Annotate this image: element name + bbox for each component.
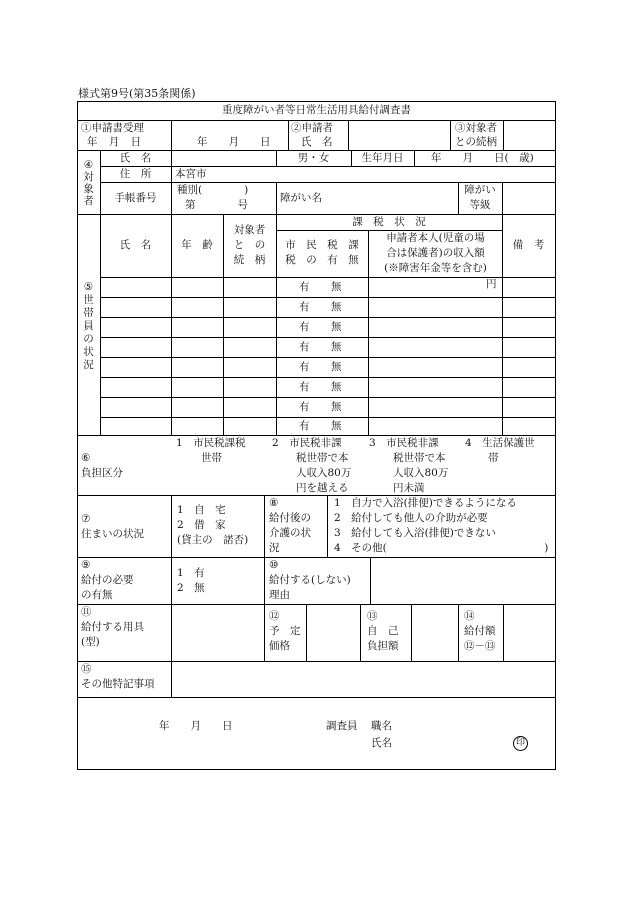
rule (327, 495, 328, 557)
rule (77, 697, 556, 698)
rule (100, 397, 556, 398)
benefit-amount-label-1: 給付額 (464, 625, 496, 637)
rule (77, 214, 556, 215)
rule (458, 604, 459, 661)
tax-no: 無 (331, 361, 342, 373)
rule (171, 661, 172, 697)
investigator-name-label: 氏名 (371, 737, 392, 749)
target-person-side-2: 象 (83, 183, 94, 195)
form-number: 様式第9号(第35条関係) (78, 87, 196, 100)
member-relationship-header-0: 対象者 (233, 224, 266, 236)
tax-no: 無 (331, 420, 342, 432)
seal-mark: 印 (513, 736, 528, 751)
disability-grade-label: 障がい (464, 184, 496, 196)
burden-opt1-line2: 世帯 (201, 452, 222, 464)
income-header-0: 申請者本人(児童の場 (386, 232, 485, 244)
member-relationship-header-2: 続 柄 (233, 254, 266, 266)
reason-label-1: 給付する(しない) (269, 574, 351, 586)
planned-price-number: ⑫ (269, 610, 280, 622)
reason-label-2: 理由 (269, 589, 290, 601)
planned-price-label-2: 価格 (269, 640, 290, 652)
rule (555, 101, 556, 770)
equipment-label-2: (型) (81, 636, 100, 648)
position-label: 職名 (371, 720, 392, 732)
benefit-amount-label-2: ⑫－⑬ (464, 640, 496, 652)
member-age-header: 年 齢 (181, 239, 213, 251)
housing-label: 住まいの状況 (81, 528, 144, 540)
care-status-label-3: 況 (269, 542, 280, 554)
care-option-2: 2 給付しても他人の介助が必要 (334, 512, 488, 524)
tax-no: 無 (331, 341, 342, 353)
tax-yes: 有 (299, 301, 310, 313)
rule (171, 120, 172, 150)
burden-opt1-line1: 1 市民税課税 (176, 437, 246, 449)
burden-opt3-line3: 人収入80万 (393, 467, 449, 479)
handbook-type: 種別( ) (177, 184, 249, 196)
household-side-6: 況 (83, 359, 94, 371)
rule (276, 230, 502, 231)
tax-yes: 有 (299, 361, 310, 373)
household-side-5: 状 (83, 346, 94, 358)
rule (100, 166, 556, 167)
burden-opt2-line4: 円を越える (296, 482, 349, 494)
tax-no: 無 (331, 401, 342, 413)
tax-yes: 有 (299, 341, 310, 353)
burden-category-number: ⑥ (81, 452, 91, 464)
address-value: 本宮市 (175, 168, 207, 180)
member-name-header: 氏 名 (119, 239, 152, 251)
rule (171, 150, 172, 214)
applicant-label: ②申請者 (291, 122, 333, 134)
rule (503, 604, 504, 661)
equipment-number: ⑪ (81, 606, 92, 618)
household-side-4: の (83, 333, 94, 345)
rule (100, 417, 556, 418)
rule (100, 337, 556, 338)
burden-opt3-line1: 3 市民税非課 (369, 437, 439, 449)
housing-option-landlord: (貸主の 諾否) (177, 534, 249, 546)
rule (100, 377, 556, 378)
rule (368, 230, 369, 435)
rule (264, 604, 265, 661)
tax-yes: 有 (299, 281, 310, 293)
tax-yes: 有 (299, 420, 310, 432)
self-pay-label-2: 負担額 (367, 640, 399, 652)
rule (411, 604, 412, 661)
income-header-1: 合は保護者)の収入額 (386, 247, 485, 259)
burden-opt3-line4: 円未満 (393, 482, 425, 494)
necessity-option-yes: 1 有 (177, 567, 205, 579)
income-header-2: (※障害年金等を含む) (384, 262, 487, 274)
survey-date: 年 月 日 (159, 720, 233, 732)
target-person-side-3: 者 (83, 195, 94, 207)
yen-unit: 円 (486, 278, 497, 290)
care-option-4: 4 その他( ) (334, 542, 549, 554)
rule (100, 357, 556, 358)
rule (171, 557, 172, 604)
tax-no: 無 (331, 301, 342, 313)
rule (288, 120, 289, 150)
dob-label: 生年月日 (361, 152, 404, 164)
necessity-option-no: 2 無 (177, 582, 205, 594)
household-side-2: 帯 (83, 307, 94, 319)
housing-option-rent: 2 借 家 (177, 519, 226, 531)
disability-name-label: 障がい名 (280, 192, 322, 204)
disability-grade-sublabel: 等級 (469, 199, 491, 211)
address-label: 住 所 (119, 168, 152, 180)
rule (276, 182, 277, 214)
other-notes-label: その他特記事項 (81, 678, 155, 690)
name-label: 氏 名 (119, 152, 152, 164)
rule (77, 661, 556, 662)
housing-option-own: 1 自 宅 (177, 504, 226, 516)
tax-no: 無 (331, 381, 342, 393)
benefit-amount-number: ⑭ (464, 610, 475, 622)
rule (100, 317, 556, 318)
applicant-sublabel: 氏 名 (301, 136, 333, 148)
receipt-date-label: ①申請書受理 (81, 122, 144, 134)
rule (77, 769, 556, 770)
member-relationship-header-1: と の (233, 239, 266, 251)
burden-opt4-line1: 4 生活保護世 (465, 437, 535, 449)
tax-yes: 有 (299, 401, 310, 413)
rule (348, 120, 349, 150)
care-status-label-1: 給付後の (269, 512, 311, 524)
burden-opt3-line2: 税世帯で本 (393, 452, 446, 464)
burden-opt2-line1: 2 市民税非課 (272, 437, 342, 449)
rule (503, 120, 504, 150)
burden-opt4-line2: 帯 (488, 452, 499, 464)
tax-no: 無 (331, 281, 342, 293)
planned-price-label-1: 予 定 (269, 625, 301, 637)
reason-number: ⑩ (269, 559, 279, 571)
receipt-date-value: 年 月 日 (197, 136, 271, 148)
rule (264, 495, 265, 557)
rule (171, 495, 172, 557)
necessity-number: ⑨ (81, 559, 91, 571)
rule (100, 297, 556, 298)
household-side-1: 世 (83, 294, 94, 306)
rule (360, 604, 361, 661)
household-side-0: ⑤ (83, 281, 94, 293)
rule (77, 150, 556, 151)
care-option-3: 3 給付しても入浴(排便)できない (334, 527, 496, 539)
remarks-header: 備 考 (512, 239, 545, 251)
rule (502, 182, 503, 214)
dob-value: 年 月 日( 歳) (431, 152, 534, 164)
other-notes-number: ⑮ (81, 663, 92, 675)
rule (450, 120, 451, 150)
rule (306, 604, 307, 661)
municipal-tax-header-0: 市 民 税 課 (285, 239, 359, 251)
rule (171, 604, 172, 661)
rule (100, 182, 556, 183)
housing-number: ⑦ (81, 513, 91, 525)
care-option-1: 1 自力で入浴(排便)できるようになる (334, 497, 517, 509)
rule (414, 150, 415, 166)
self-pay-label-1: 自 己 (367, 625, 399, 637)
rule (264, 557, 265, 604)
care-status-label-2: 介護の状 (269, 527, 311, 539)
tax-no: 無 (331, 321, 342, 333)
equipment-label-1: 給付する用具 (81, 621, 144, 633)
target-person-side-0: ④ (83, 159, 94, 171)
gender-field: 男・女 (297, 152, 330, 164)
handbook-number: 第 号 (185, 199, 248, 211)
handbook-number-label: 手帳番号 (114, 192, 157, 204)
receipt-date-sublabel: 年 月 日 (87, 136, 142, 148)
tax-status-header: 課 税 状 況 (352, 216, 426, 228)
care-status-number: ⑧ (269, 497, 279, 509)
rule (77, 435, 556, 436)
burden-category-label: 負担区分 (81, 467, 123, 479)
municipal-tax-header-1: 税 の 有 無 (285, 254, 359, 266)
burden-opt2-line3: 人収入80万 (296, 467, 352, 479)
self-pay-number: ⑬ (367, 610, 378, 622)
survey-form (77, 101, 556, 770)
tax-yes: 有 (299, 381, 310, 393)
investigator-label: 調査員 (326, 720, 358, 732)
relationship-sublabel: との続柄 (455, 136, 497, 148)
necessity-label-1: 給付の必要 (81, 574, 134, 586)
tax-yes: 有 (299, 321, 310, 333)
necessity-label-2: の有無 (81, 589, 113, 601)
relationship-label: ③対象者 (455, 122, 497, 134)
rule (77, 101, 556, 102)
rule (77, 120, 556, 121)
rule (370, 557, 371, 604)
form-title: 重度障がい者等日常生活用具給付調査書 (222, 104, 411, 116)
target-person-side-1: 対 (83, 171, 94, 183)
rule (77, 604, 556, 605)
household-side-3: 員 (83, 320, 94, 332)
rule (77, 557, 556, 558)
rule (77, 495, 556, 496)
burden-opt2-line2: 税世帯で本 (296, 452, 349, 464)
